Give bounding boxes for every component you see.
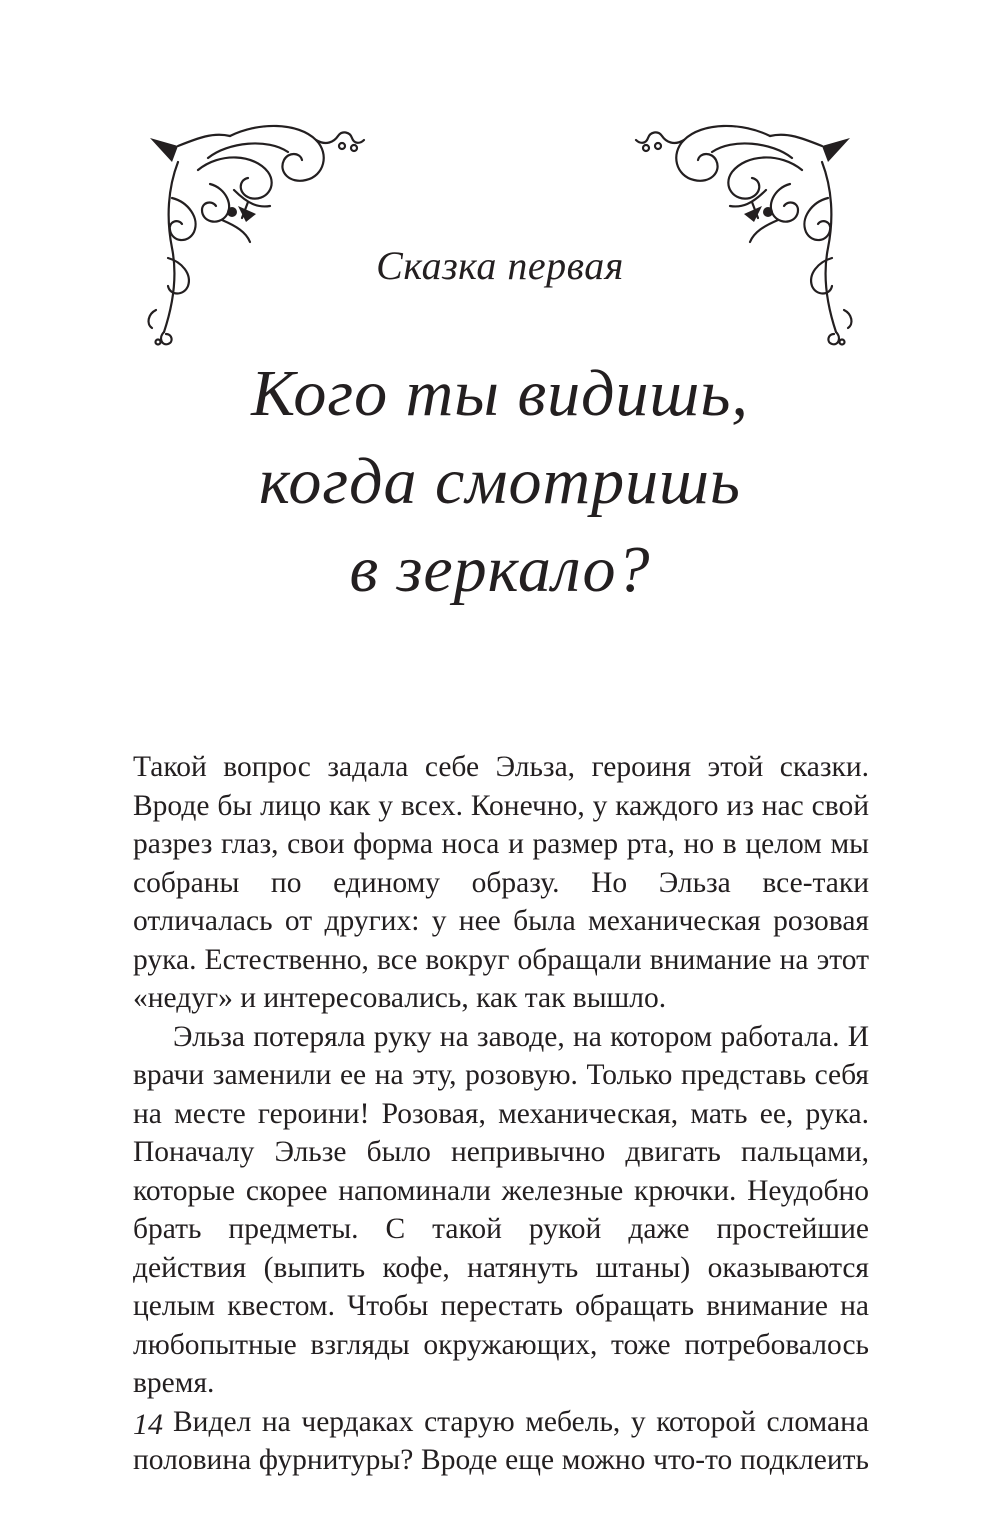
- paragraph: Видел на чердаках старую мебель, у которой сломана половина фурнитуры? Вроде еще можно что-то подклеить: [133, 1405, 869, 1476]
- chapter-label: Сказка первая: [376, 243, 624, 288]
- chapter-title: [0, 350, 1000, 614]
- body-text: [133, 748, 869, 1480]
- chapter-title-line: Кого ты видишь,: [251, 357, 749, 430]
- paragraph: Эльза потеряла руку на заводе, на котором работала. И врачи заменили ее на эту, розовую. Только представь себя на месте героини! Розовая, механическая, мать ее, рука. Поначалу Эльзе было непривычно двигать пальцами, которые скорее напоминали железные крючки. Неудобно брать предметы. С такой рукой даже простейшие действия (выпить кофе, натянуть штаны) оказываются целым квестом. Чтобы перестать обращать внимание на любопытные взгляды окружающих, тоже потребовалось время.: [133, 1020, 869, 1399]
- chapter-title-line: когда смотришь: [259, 445, 741, 518]
- chapter-title-line: в зеркало?: [349, 533, 651, 606]
- paragraph: Такой вопрос задала себе Эльза, героиня этой сказки. Вроде бы лицо как у всех. Конечно, у каждого из нас свой разрез глаз, свои форма носа и размер рта, но в целом мы собраны по единому образу. Но Эльза все-таки отличалась от других: у нее была механическая розовая рука. Естественно, все вокруг обращали внимание на этот «недуг» и интересовались, как так вышло.: [133, 751, 869, 1014]
- page-number: 14: [133, 1408, 163, 1441]
